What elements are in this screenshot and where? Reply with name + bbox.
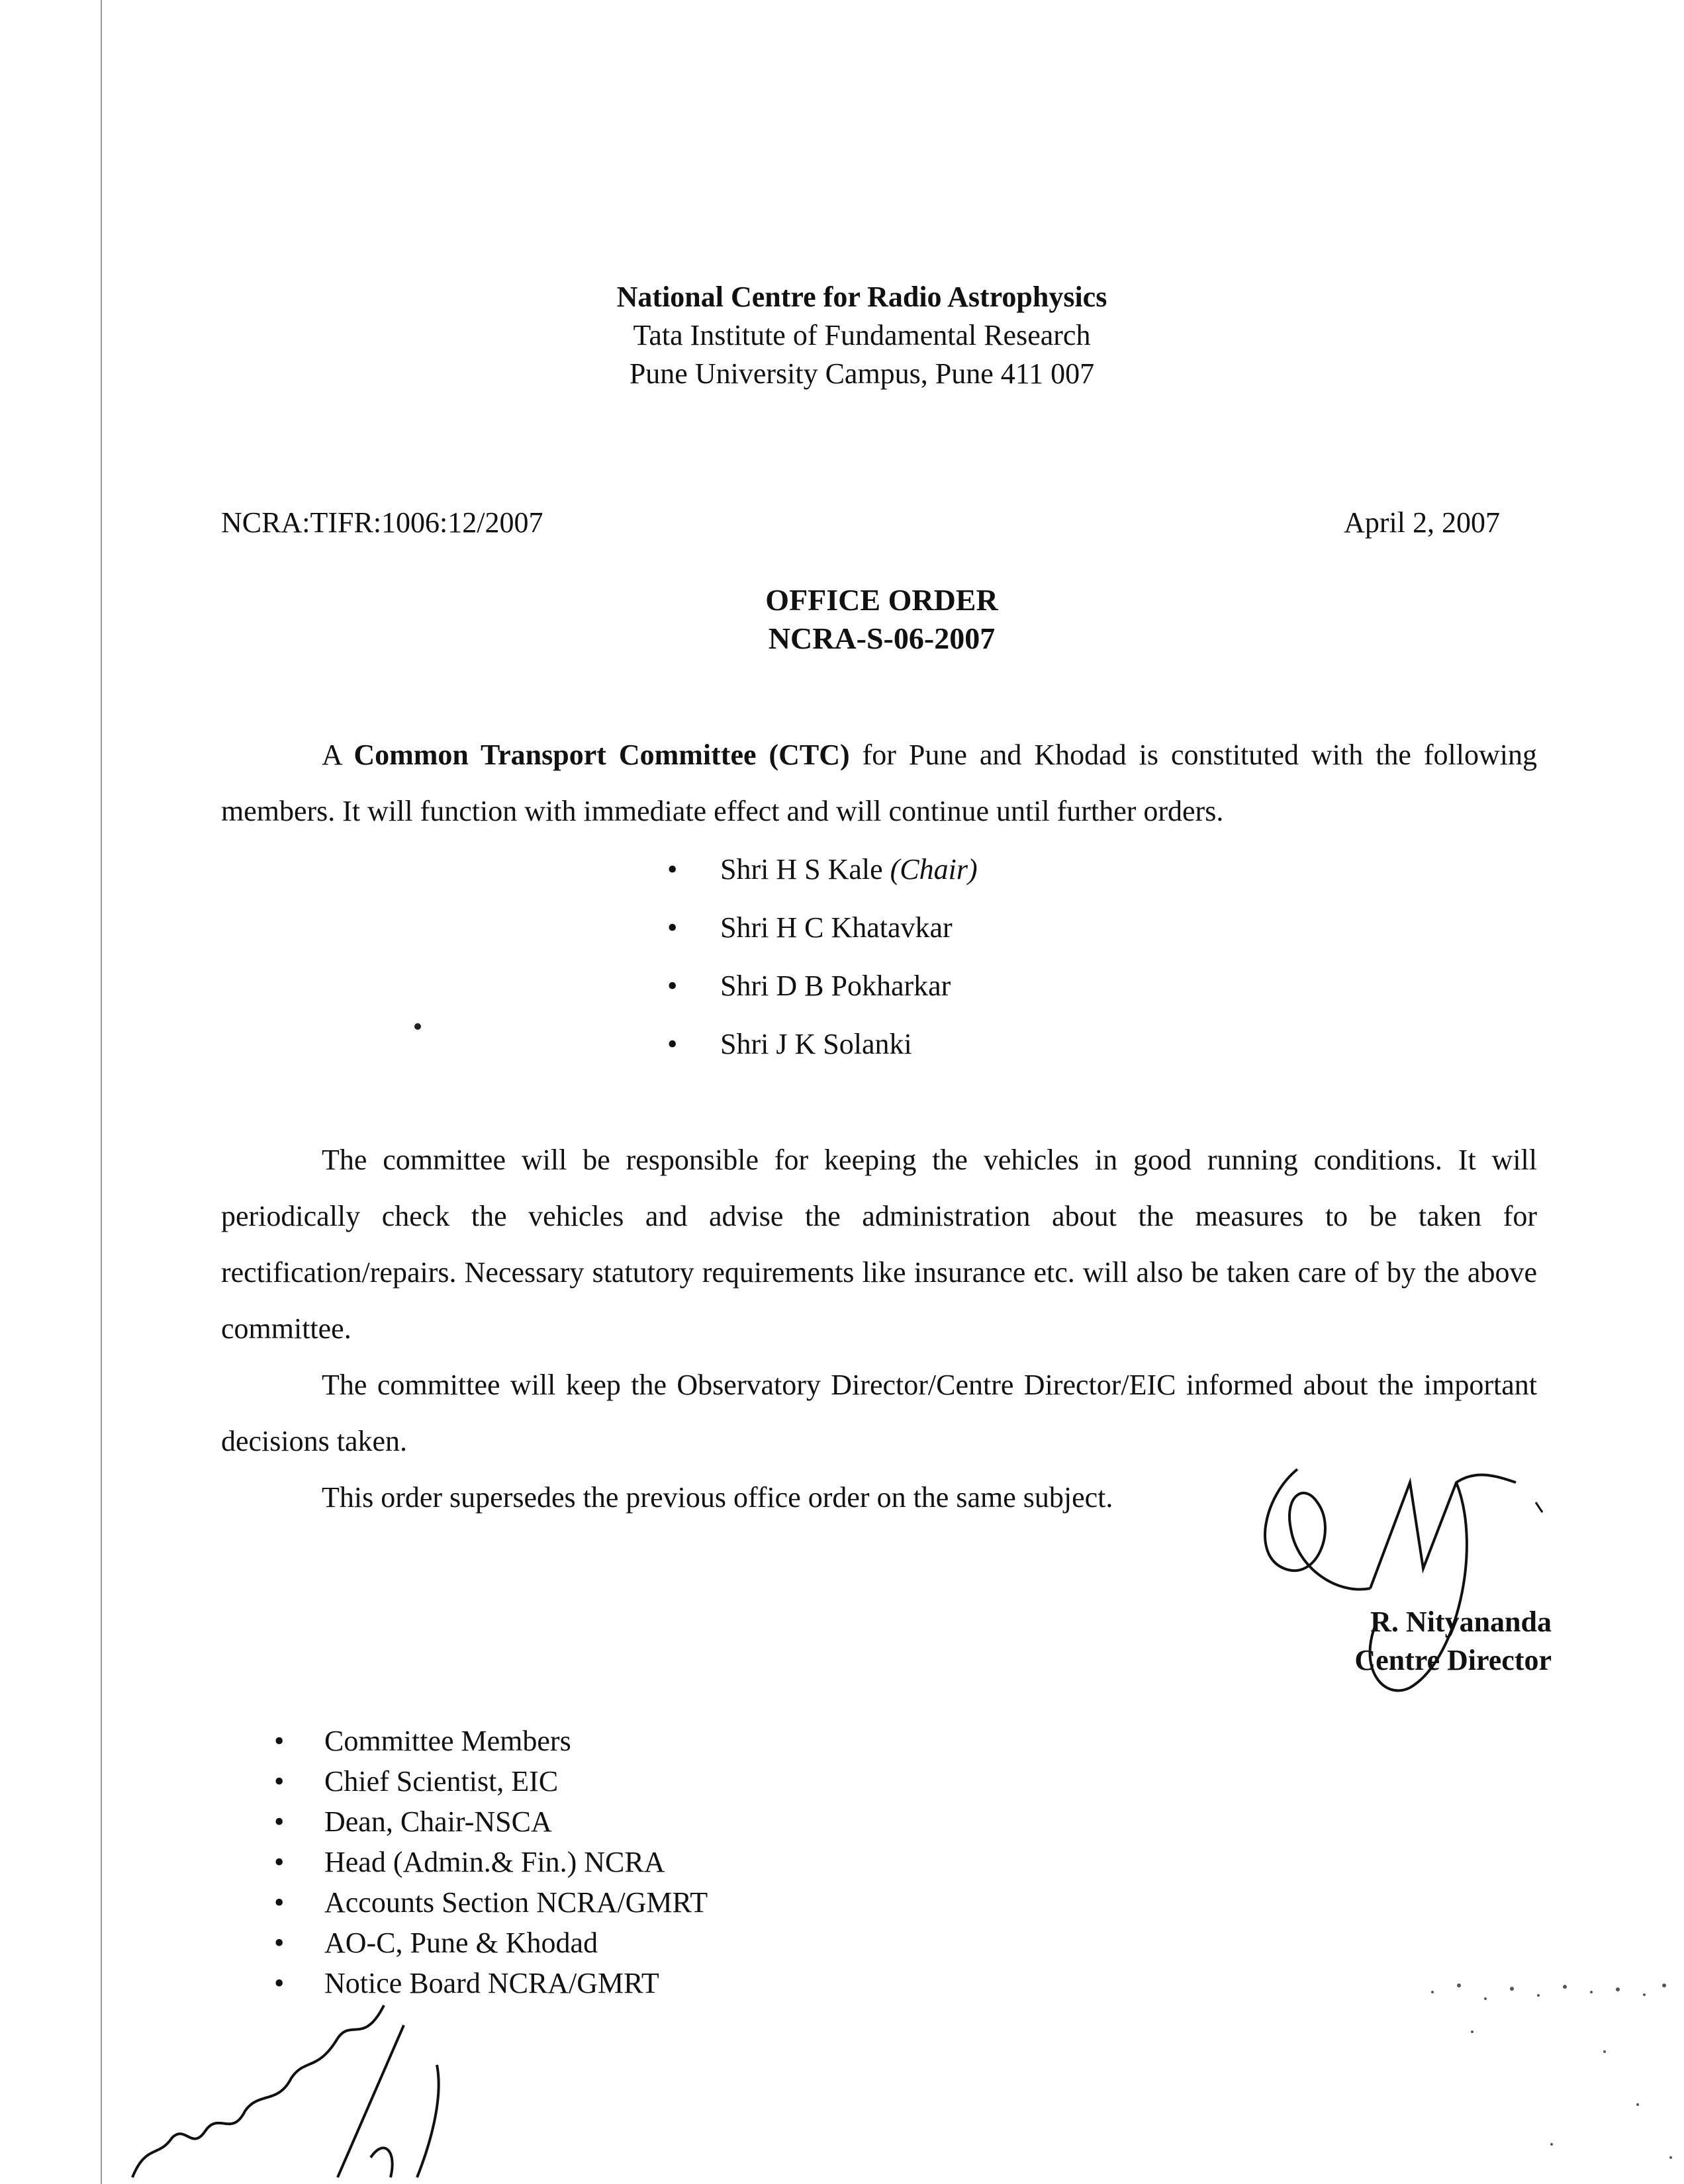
- distribution-item: • Head (Admin.& Fin.) NCRA: [271, 1842, 708, 1882]
- member-name: Shri J K Solanki: [720, 1028, 912, 1060]
- scan-noise: [1406, 1972, 1684, 2184]
- institute-name: Tata Institute of Fundamental Research: [633, 319, 1091, 351]
- para1-rest: for Pune and Khodad is constituted with the following members. It will function with immediate effect and will continue until further orders.: [221, 739, 1537, 827]
- signatory: [1354, 1603, 1552, 1680]
- org-name: National Centre for Radio Astrophysics: [616, 281, 1107, 313]
- member-name: Shri H S Kale: [720, 853, 890, 886]
- distribution-item: • Chief Scientist, EIC: [271, 1761, 708, 1801]
- paragraph-reporting: The committee will keep the Observatory Director/Centre Director/EIC informed about the important decisions taken.: [221, 1369, 1537, 1457]
- institute-address: Pune University Campus, Pune 411 007: [629, 357, 1095, 390]
- member-list: [662, 841, 978, 1073]
- para1-lead: A: [322, 739, 354, 771]
- signatory-title: Centre Director: [1354, 1644, 1552, 1676]
- handwritten-signature: [1258, 1456, 1602, 1734]
- member-name: Shri H C Khatavkar: [720, 911, 953, 944]
- distribution-item: • Committee Members: [271, 1721, 708, 1761]
- order-title: OFFICE ORDER: [765, 583, 998, 617]
- member-item: [662, 957, 978, 1015]
- stray-mark: [414, 1023, 421, 1030]
- paragraph-constitution: [221, 727, 1537, 839]
- member-item: [662, 841, 978, 899]
- distribution-item: • Accounts Section NCRA/GMRT: [271, 1882, 708, 1923]
- distribution-item: • Dean, Chair-NSCA: [271, 1801, 708, 1842]
- order-number: NCRA-S-06-2007: [768, 621, 996, 655]
- order-date: April 2, 2007: [1344, 506, 1500, 539]
- letterhead: [0, 278, 1684, 393]
- reference-number: NCRA:TIFR:1006:12/2007: [221, 506, 543, 539]
- distribution-item: • Notice Board NCRA/GMRT: [271, 1963, 708, 2003]
- distribution-list: [271, 1721, 708, 2003]
- member-item: [662, 1015, 978, 1073]
- signatory-name: R. Nityananda: [1370, 1606, 1552, 1638]
- distribution-item: • AO-C, Pune & Khodad: [271, 1923, 708, 1963]
- committee-name: Common Transport Committee (CTC): [353, 739, 850, 771]
- member-item: [662, 899, 978, 957]
- order-heading: [40, 581, 1684, 658]
- handwritten-note: [119, 1979, 516, 2184]
- paragraph-responsibilities: The committee will be responsible for keeping the vehicles in good running conditions. It will periodically check the vehicles and advise the administration about the measures to be taken for rectification/repairs. Necessary statutory requirements like insurance etc. will also be taken care of by the above committee.: [221, 1144, 1537, 1345]
- member-name: Shri D B Pokharkar: [720, 970, 951, 1002]
- member-role: (Chair): [890, 853, 978, 886]
- paragraph-supersedes: This order supersedes the previous office order on the same subject.: [322, 1481, 1113, 1514]
